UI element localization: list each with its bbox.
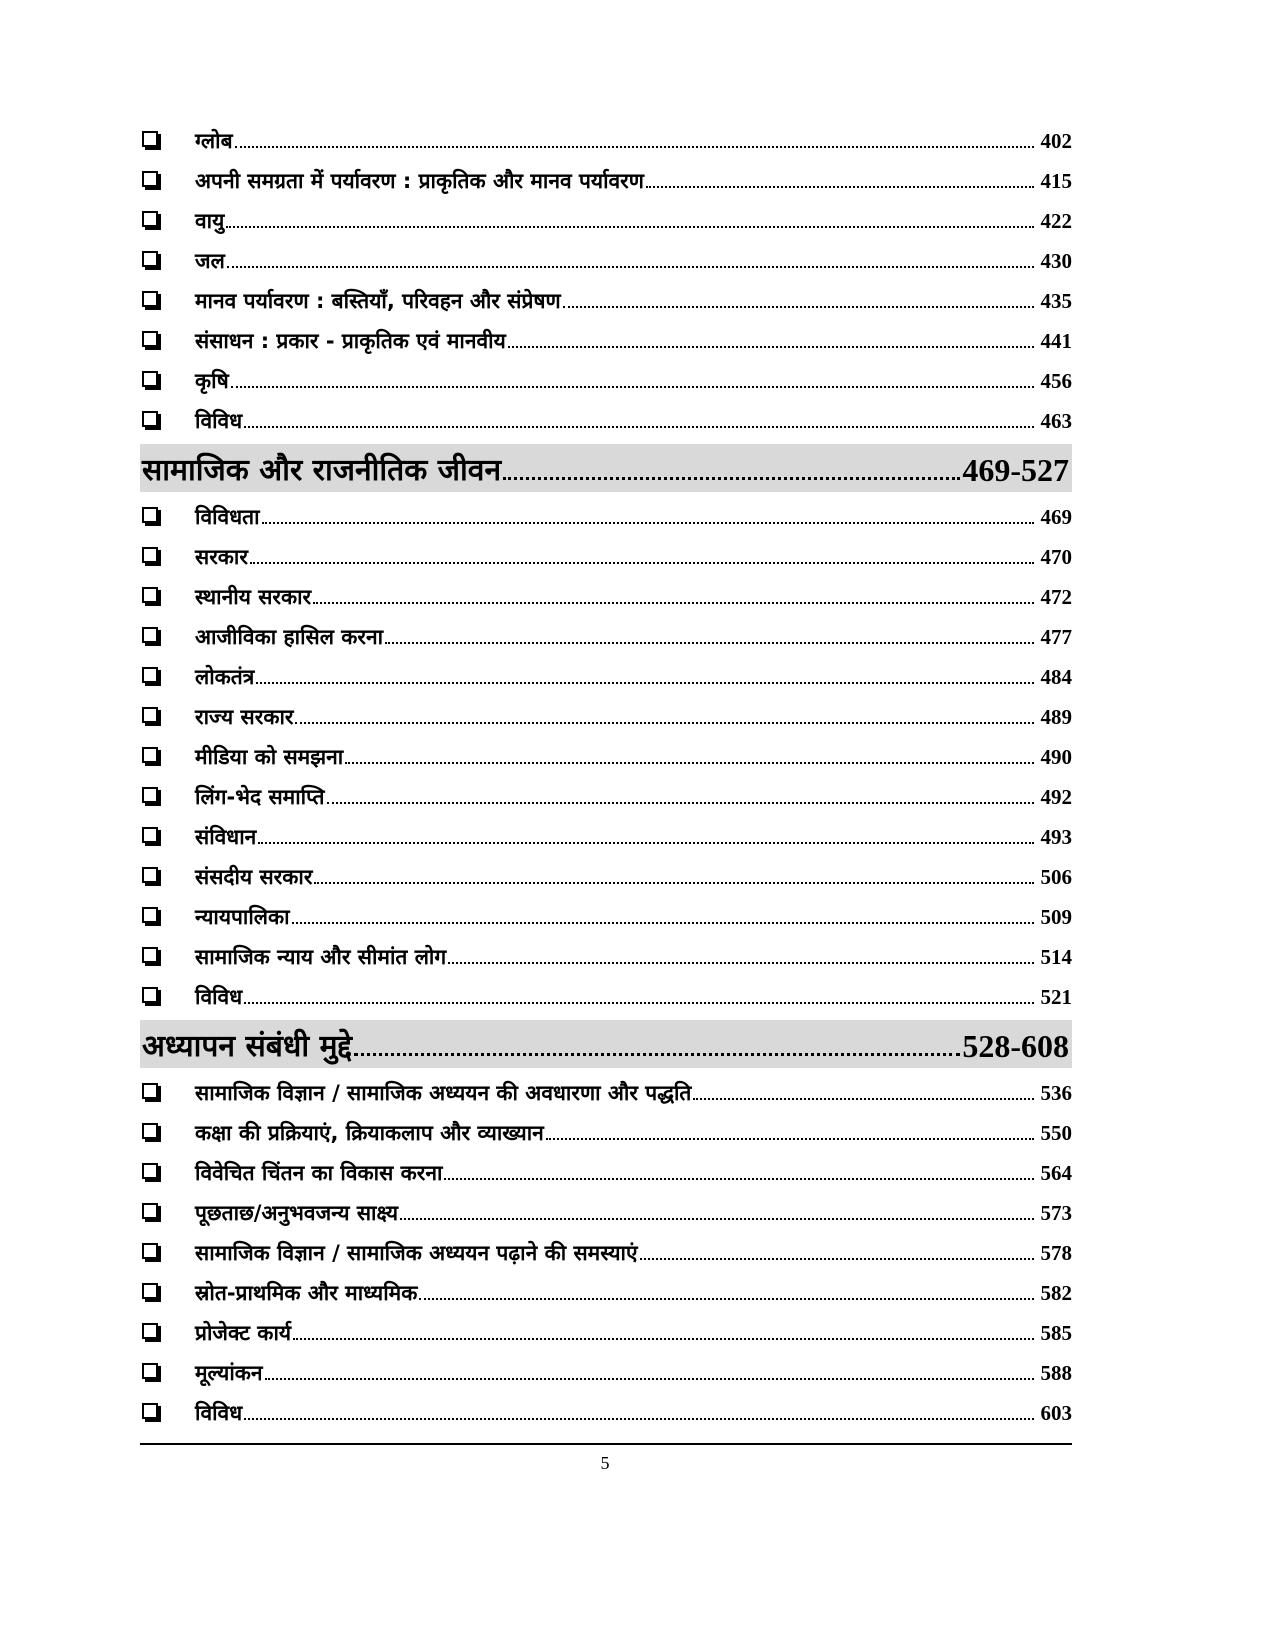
dot-leader	[258, 842, 1034, 844]
toc-entry[interactable]	[140, 774, 1072, 814]
toc-entry[interactable]	[140, 654, 1072, 694]
entry-page-number: 435	[1040, 289, 1072, 313]
dot-leader	[292, 922, 1034, 924]
checkbox-bullet-icon	[142, 1283, 158, 1299]
entry-page-number: 430	[1040, 249, 1072, 273]
entry-page-number: 422	[1040, 209, 1072, 233]
entry-page-number: 456	[1040, 369, 1072, 393]
checkbox-bullet-icon	[142, 131, 158, 147]
dot-leader	[646, 186, 1034, 188]
table-of-contents	[140, 118, 1072, 1430]
entry-page-number: 506	[1040, 865, 1072, 889]
entry-page-number: 402	[1040, 129, 1072, 153]
entry-title: संसाधन : प्रकार - प्राकृतिक एवं मानवीय	[195, 329, 506, 353]
toc-entry[interactable]	[140, 1150, 1072, 1190]
checkbox-bullet-icon	[142, 787, 158, 803]
dot-leader	[295, 722, 1034, 724]
dot-leader	[226, 226, 1034, 228]
checkbox-bullet-icon	[142, 587, 158, 603]
entry-page-number: 509	[1040, 905, 1072, 929]
dot-leader	[503, 477, 960, 480]
checkbox-bullet-icon	[142, 627, 158, 643]
entry-page-number: 582	[1040, 1281, 1072, 1305]
toc-entry[interactable]	[140, 894, 1072, 934]
entry-title: विवेचित चिंतन का विकास करना	[195, 1161, 443, 1185]
toc-entry[interactable]	[140, 1070, 1072, 1110]
entry-title: आजीविका हासिल करना	[195, 625, 384, 649]
dot-leader	[227, 266, 1034, 268]
entry-title: कक्षा की प्रक्रियाएं, क्रियाकलाप और व्याख्यान	[195, 1121, 544, 1145]
toc-entry[interactable]	[140, 158, 1072, 198]
entry-page-number: 489	[1040, 705, 1072, 729]
section-title: अध्यापन संबंधी मुद्दे	[142, 1029, 353, 1064]
dot-leader	[508, 346, 1034, 348]
entry-title: न्यायपालिका	[195, 905, 290, 929]
entry-page-number: 490	[1040, 745, 1072, 769]
entry-title: स्थानीय सरकार	[195, 585, 312, 609]
entry-page-number: 477	[1040, 625, 1072, 649]
entry-title: मीडिया को समझना	[195, 745, 344, 769]
dot-leader	[327, 802, 1034, 804]
checkbox-bullet-icon	[142, 827, 158, 843]
toc-entry[interactable]	[140, 1190, 1072, 1230]
entry-title: ग्लोब	[195, 129, 233, 153]
entry-title: वायु	[195, 209, 225, 233]
entry-page-number: 470	[1040, 545, 1072, 569]
entry-title: विविधता	[195, 505, 260, 529]
entry-title: सामाजिक विज्ञान / सामाजिक अध्ययन की अवधारणा और पद्धति	[195, 1081, 692, 1105]
dot-leader	[563, 306, 1034, 308]
section-page-range: 528-608	[962, 1028, 1069, 1064]
dot-leader	[354, 1053, 960, 1056]
dot-leader	[235, 146, 1034, 148]
entry-title: अपनी समग्रता में पर्यावरण : प्राकृतिक और मानव पर्यावरण	[195, 169, 644, 193]
entry-page-number: 578	[1040, 1241, 1072, 1265]
entry-page-number: 588	[1040, 1361, 1072, 1385]
checkbox-bullet-icon	[142, 1203, 158, 1219]
entry-title: स्रोत-प्राथमिक और माध्यमिक	[195, 1281, 418, 1305]
dot-leader	[419, 1298, 1034, 1300]
checkbox-bullet-icon	[142, 211, 158, 227]
toc-entry[interactable]	[140, 278, 1072, 318]
section-page-range: 469-527	[962, 452, 1069, 488]
checkbox-bullet-icon	[142, 1363, 158, 1379]
checkbox-bullet-icon	[142, 667, 158, 683]
checkbox-bullet-icon	[142, 867, 158, 883]
entry-title: लिंग-भेद समाप्ति	[195, 785, 325, 809]
toc-entry[interactable]	[140, 1310, 1072, 1350]
entry-title: सरकार	[195, 545, 248, 569]
checkbox-bullet-icon	[142, 251, 158, 267]
entry-page-number: 492	[1040, 785, 1072, 809]
toc-entry[interactable]	[140, 1110, 1072, 1150]
checkbox-bullet-icon	[142, 547, 158, 563]
entry-page-number: 493	[1040, 825, 1072, 849]
entry-page-number: 463	[1040, 409, 1072, 433]
dot-leader	[693, 1098, 1034, 1100]
entry-title: विविध	[195, 409, 243, 433]
dot-leader	[250, 562, 1034, 564]
entry-page-number: 441	[1040, 329, 1072, 353]
toc-entry[interactable]	[140, 574, 1072, 614]
dot-leader	[244, 1418, 1034, 1420]
toc-entry[interactable]	[140, 358, 1072, 398]
dot-leader	[231, 386, 1034, 388]
entry-page-number: 514	[1040, 945, 1072, 969]
toc-entry[interactable]	[140, 1390, 1072, 1430]
checkbox-bullet-icon	[142, 907, 158, 923]
checkbox-bullet-icon	[142, 411, 158, 427]
checkbox-bullet-icon	[142, 1323, 158, 1339]
checkbox-bullet-icon	[142, 1163, 158, 1179]
entry-page-number: 564	[1040, 1161, 1072, 1185]
entry-title: प्रोजेक्ट कार्य	[195, 1321, 292, 1345]
entry-page-number: 484	[1040, 665, 1072, 689]
dot-leader	[244, 426, 1034, 428]
dot-leader	[448, 962, 1034, 964]
checkbox-bullet-icon	[142, 331, 158, 347]
toc-entry[interactable]	[140, 318, 1072, 358]
entry-page-number: 550	[1040, 1121, 1072, 1145]
checkbox-bullet-icon	[142, 747, 158, 763]
entry-page-number: 415	[1040, 169, 1072, 193]
dot-leader	[400, 1218, 1034, 1220]
toc-entry[interactable]	[140, 974, 1072, 1014]
entry-title: पूछताछ/अनुभवजन्य साक्ष्य	[195, 1201, 399, 1225]
entry-title: संसदीय सरकार	[195, 865, 313, 889]
toc-entry[interactable]	[140, 534, 1072, 574]
toc-entry[interactable]	[140, 198, 1072, 238]
checkbox-bullet-icon	[142, 1403, 158, 1419]
entry-page-number: 521	[1040, 985, 1072, 1009]
entry-page-number: 585	[1040, 1321, 1072, 1345]
entry-title: कृषि	[195, 369, 229, 393]
dot-leader	[313, 602, 1034, 604]
checkbox-bullet-icon	[142, 987, 158, 1003]
toc-entry[interactable]	[140, 1350, 1072, 1390]
checkbox-bullet-icon	[142, 707, 158, 723]
entry-title: सामाजिक न्याय और सीमांत लोग	[195, 945, 447, 969]
toc-entry[interactable]	[140, 814, 1072, 854]
toc-entry[interactable]	[140, 1230, 1072, 1270]
dot-leader	[546, 1138, 1034, 1140]
dot-leader	[293, 1338, 1034, 1340]
dot-leader	[265, 1378, 1034, 1380]
entry-page-number: 573	[1040, 1201, 1072, 1225]
dot-leader	[385, 642, 1034, 644]
entry-title: विविध	[195, 985, 243, 1009]
page-number: 5	[600, 1453, 610, 1473]
toc-entry[interactable]	[140, 694, 1072, 734]
entry-title: लोकतंत्र	[195, 665, 255, 689]
checkbox-bullet-icon	[142, 1243, 158, 1259]
footer-rule	[140, 1443, 1072, 1445]
toc-entry[interactable]	[140, 734, 1072, 774]
checkbox-bullet-icon	[142, 371, 158, 387]
checkbox-bullet-icon	[142, 1083, 158, 1099]
entry-title: मानव पर्यावरण : बस्तियाँ, परिवहन और संप्रेषण	[195, 289, 561, 313]
entry-title: संविधान	[195, 825, 257, 849]
toc-entry[interactable]	[140, 614, 1072, 654]
entry-title: जल	[195, 249, 225, 273]
dot-leader	[244, 1002, 1034, 1004]
toc-entry[interactable]	[140, 934, 1072, 974]
entry-page-number: 472	[1040, 585, 1072, 609]
dot-leader	[444, 1178, 1034, 1180]
toc-entry[interactable]	[140, 854, 1072, 894]
dot-leader	[640, 1258, 1034, 1260]
entry-title: राज्य सरकार	[195, 705, 294, 729]
dot-leader	[314, 882, 1034, 884]
toc-entry[interactable]	[140, 398, 1072, 438]
entry-page-number: 469	[1040, 505, 1072, 529]
checkbox-bullet-icon	[142, 947, 158, 963]
toc-entry[interactable]	[140, 1270, 1072, 1310]
toc-entry[interactable]	[140, 118, 1072, 158]
toc-entry[interactable]	[140, 494, 1072, 534]
entry-title: मूल्यांकन	[195, 1361, 263, 1385]
toc-entry[interactable]	[140, 238, 1072, 278]
dot-leader	[345, 762, 1034, 764]
entry-page-number: 536	[1040, 1081, 1072, 1105]
dot-leader	[256, 682, 1034, 684]
dot-leader	[262, 522, 1034, 524]
entry-page-number: 603	[1040, 1401, 1072, 1425]
section-title: सामाजिक और राजनीतिक जीवन	[142, 453, 502, 488]
section-header[interactable]	[140, 1020, 1072, 1068]
entry-title: सामाजिक विज्ञान / सामाजिक अध्ययन पढ़ाने की समस्याएं	[195, 1241, 638, 1265]
entry-title: विविध	[195, 1401, 243, 1425]
checkbox-bullet-icon	[142, 1123, 158, 1139]
checkbox-bullet-icon	[142, 291, 158, 307]
checkbox-bullet-icon	[142, 507, 158, 523]
checkbox-bullet-icon	[142, 171, 158, 187]
section-header[interactable]	[140, 444, 1072, 492]
